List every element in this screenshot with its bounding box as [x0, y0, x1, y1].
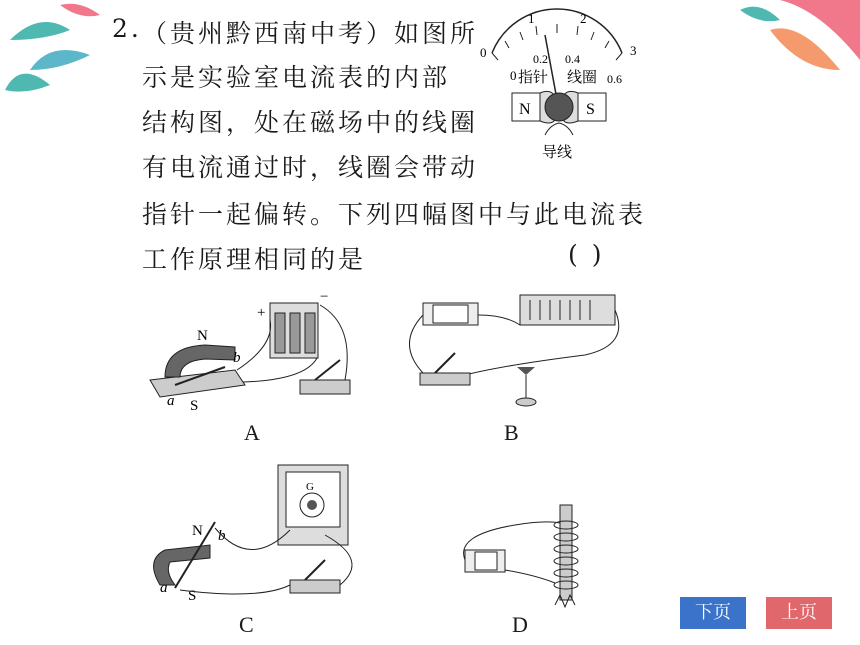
- decoration-top-left: [0, 0, 120, 100]
- decoration-top-right: [720, 0, 860, 90]
- prev-page-button[interactable]: 上页: [766, 597, 832, 629]
- question-line-4: 有电流通过时，线圈会带动: [142, 153, 479, 182]
- option-d-diagram: [455, 495, 595, 610]
- option-a-diagram: [145, 285, 360, 415]
- label-pointer: 指针: [518, 68, 549, 86]
- magnet-north: N: [519, 101, 531, 118]
- scale-bottom-04: 0.4: [565, 52, 580, 66]
- magnet-south: S: [586, 101, 595, 118]
- option-c-b: b: [218, 528, 226, 544]
- question-line-1: （贵州黔西南中考）如图所: [142, 19, 479, 48]
- scale-bottom-0: 0: [510, 68, 517, 83]
- option-b-caption: B: [504, 420, 519, 445]
- next-page-button[interactable]: 下页: [680, 597, 746, 629]
- scale-top-2: 2: [580, 11, 587, 26]
- option-a-b: b: [233, 350, 241, 366]
- scale-top-0: 0: [480, 45, 487, 60]
- question-line-2: 示是实验室电流表的内部: [142, 63, 451, 92]
- question-line-3: 结构图，处在磁场中的线圈: [142, 108, 479, 137]
- option-a-s: S: [190, 398, 199, 414]
- option-a-plus: +: [257, 305, 266, 321]
- question-line-5: 指针一起偏转。下列四幅图中与此电流表: [142, 200, 647, 229]
- option-c-diagram: [140, 460, 360, 605]
- option-a-a: a: [167, 393, 175, 409]
- option-b-diagram: [405, 285, 620, 415]
- option-c-s: S: [188, 588, 197, 604]
- option-c-n: N: [192, 523, 203, 539]
- scale-top-3: 3: [630, 43, 637, 58]
- option-a-n: N: [197, 328, 208, 344]
- option-c-caption: C: [239, 612, 254, 637]
- option-a-minus: −: [320, 289, 329, 305]
- scale-bottom-06: 0.6: [607, 72, 622, 86]
- ammeter-diagram: [470, 5, 645, 170]
- answer-blank: ( ): [568, 240, 605, 269]
- question-number: 2.: [112, 14, 142, 43]
- label-wire: 导线: [542, 143, 573, 161]
- question-line-6: 工作原理相同的是: [142, 245, 367, 274]
- scale-bottom-02: 0.2: [533, 52, 548, 66]
- option-c-g: G: [306, 481, 314, 493]
- option-a-caption: A: [244, 420, 260, 445]
- scale-top-1: 1: [528, 11, 535, 26]
- label-coil: 线圈: [567, 68, 598, 86]
- option-c-a: a: [160, 580, 168, 596]
- option-d-caption: D: [512, 612, 528, 637]
